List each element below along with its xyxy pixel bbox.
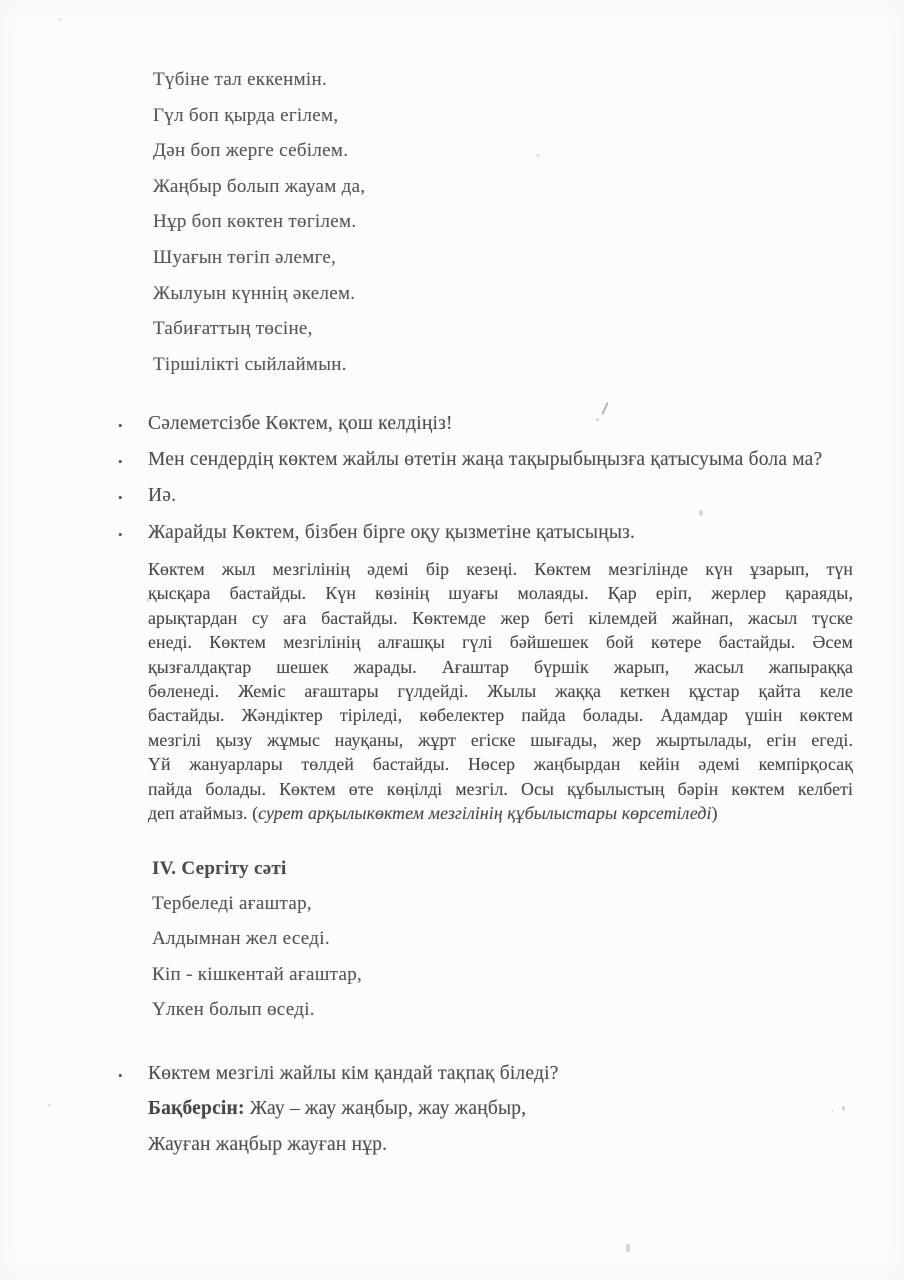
bullet-icon: •	[118, 526, 123, 542]
section-sergitu-sati	[152, 851, 362, 1027]
paragraph-text: деп атаймыз. (	[148, 803, 259, 824]
scan-artifact	[146, 598, 150, 602]
closing-question-text: Көктем мезгілі жайлы кім қандай тақпақ біледі?	[148, 1063, 559, 1084]
paragraph-line: бастайды. Жәндіктер тіріледі, көбелектер пайда болады. Адамдар үшін көктем	[148, 705, 853, 726]
scan-artifact	[832, 1110, 834, 1112]
bullet-icon: •	[118, 454, 123, 470]
spring-description-paragraph	[148, 557, 853, 825]
paragraph-text: )	[711, 803, 718, 824]
scan-artifact	[842, 1106, 845, 1111]
stage-direction-note: сурет арқылыкөктем мезгілінің құбылыстары көрсетіледі	[258, 803, 712, 824]
scan-artifact	[699, 510, 703, 516]
poem-line: Түбіне тал еккенмін.	[153, 69, 328, 90]
paragraph-line: қысқара бастайды. Күн көзінің шуағы молаяды. Қар еріп, жерлер қараяды,	[148, 583, 853, 604]
poem-line: Алдымнан жел еседі.	[152, 928, 330, 950]
scan-artifact	[596, 418, 599, 421]
paragraph-line: Көктем жыл мезгілінің әдемі бір кезеңі. Көктем мезгілінде күн ұзарып, түн	[148, 559, 853, 579]
scan-artifact	[58, 18, 61, 21]
poem-line: Жаңбыр болып жауам да,	[153, 175, 366, 197]
answer-text: Жау – жау жаңбыр, жау жаңбыр,	[244, 1098, 527, 1120]
closing-question-item	[118, 1056, 559, 1091]
bullet-icon: •	[118, 1068, 123, 1083]
paragraph-line: қызғалдақтар шешек жарады. Ағаштар бүршік жарып, жасыл жапыраққа	[148, 656, 853, 677]
poem-line: Тіршілікті сыйлаймын.	[153, 353, 347, 375]
poem-line: Нұр боп көктен төгілем.	[153, 211, 357, 233]
closing-block	[118, 1056, 559, 1162]
poem-line: Кіп - кішкентай ағаштар,	[152, 963, 363, 985]
scan-artifact	[536, 154, 540, 157]
dialogue-item	[118, 515, 822, 551]
dialogue-text: Мен сендердің көктем жайлы өтетін жаңа тақырыбыңызға қатысуыма бола ма?	[148, 449, 823, 471]
dialogue-item	[118, 442, 822, 478]
closing-answer-line: Жауған жаңбыр жауған нұр.	[148, 1133, 388, 1155]
poem-line: Дән боп жерге себілем.	[153, 140, 349, 162]
poem-line: Тербеледі ағаштар,	[152, 893, 312, 915]
dialogue-text: Сәлеметсізбе Көктем, қош келдіңіз!	[148, 413, 453, 434]
paragraph-line: мезгілі қызу жұмыс науқаны, жұрт егіске шығады, жер жыртылады, егін егеді.	[148, 729, 853, 750]
closing-answer-line	[118, 1091, 559, 1126]
poem-line: Үлкен болып өседі.	[152, 998, 315, 1020]
answer-label: Бақберсін:	[148, 1098, 245, 1120]
bullet-icon: •	[118, 418, 123, 433]
paragraph-line: енеді. Көктем мезгілінің алғашқы гүлі бәйшешек бой көтере бастайды. Әсем	[148, 632, 853, 653]
poem-line: Шуағын төгіп әлемге,	[153, 246, 337, 268]
poem-line: Гүл боп қырда егілем,	[153, 104, 339, 126]
paragraph-line: арықтардан су аға бастайды. Көктемде жер беті кілемдей жайнап, жасыл түске	[148, 607, 853, 628]
paragraph-line: бөленеді. Жеміс ағаштары гүлдейді. Жылы жаққа кеткен құстар қайта келе	[148, 681, 853, 702]
dialogue-list	[118, 406, 822, 551]
paragraph-line	[148, 801, 853, 825]
bullet-icon: •	[118, 490, 123, 506]
dialogue-text: Иә.	[148, 485, 177, 507]
dialogue-item	[118, 478, 822, 514]
paragraph-line: Үй жануарлары төлдей бастайды. Нөсер жаңбырдан кейін әдемі кемпірқосақ	[148, 754, 853, 775]
section-heading: IV. Сергіту сәті	[152, 858, 287, 879]
paragraph-line: пайда болады. Көктем өте көңілді мезгіл. Осы құбылыстың бәрін көктем келбеті	[148, 778, 853, 799]
dialogue-item	[118, 406, 822, 442]
poem-line: Жылуын күннің әкелем.	[153, 282, 356, 304]
dialogue-text: Жарайды Көктем, бізбен бірге оқу қызметіне қатысыңыз.	[148, 521, 636, 543]
scan-artifact	[626, 1244, 630, 1252]
poem-spring	[153, 62, 365, 382]
poem-line: Табиғаттың төсіне,	[153, 318, 313, 340]
scan-artifact	[48, 1104, 51, 1107]
